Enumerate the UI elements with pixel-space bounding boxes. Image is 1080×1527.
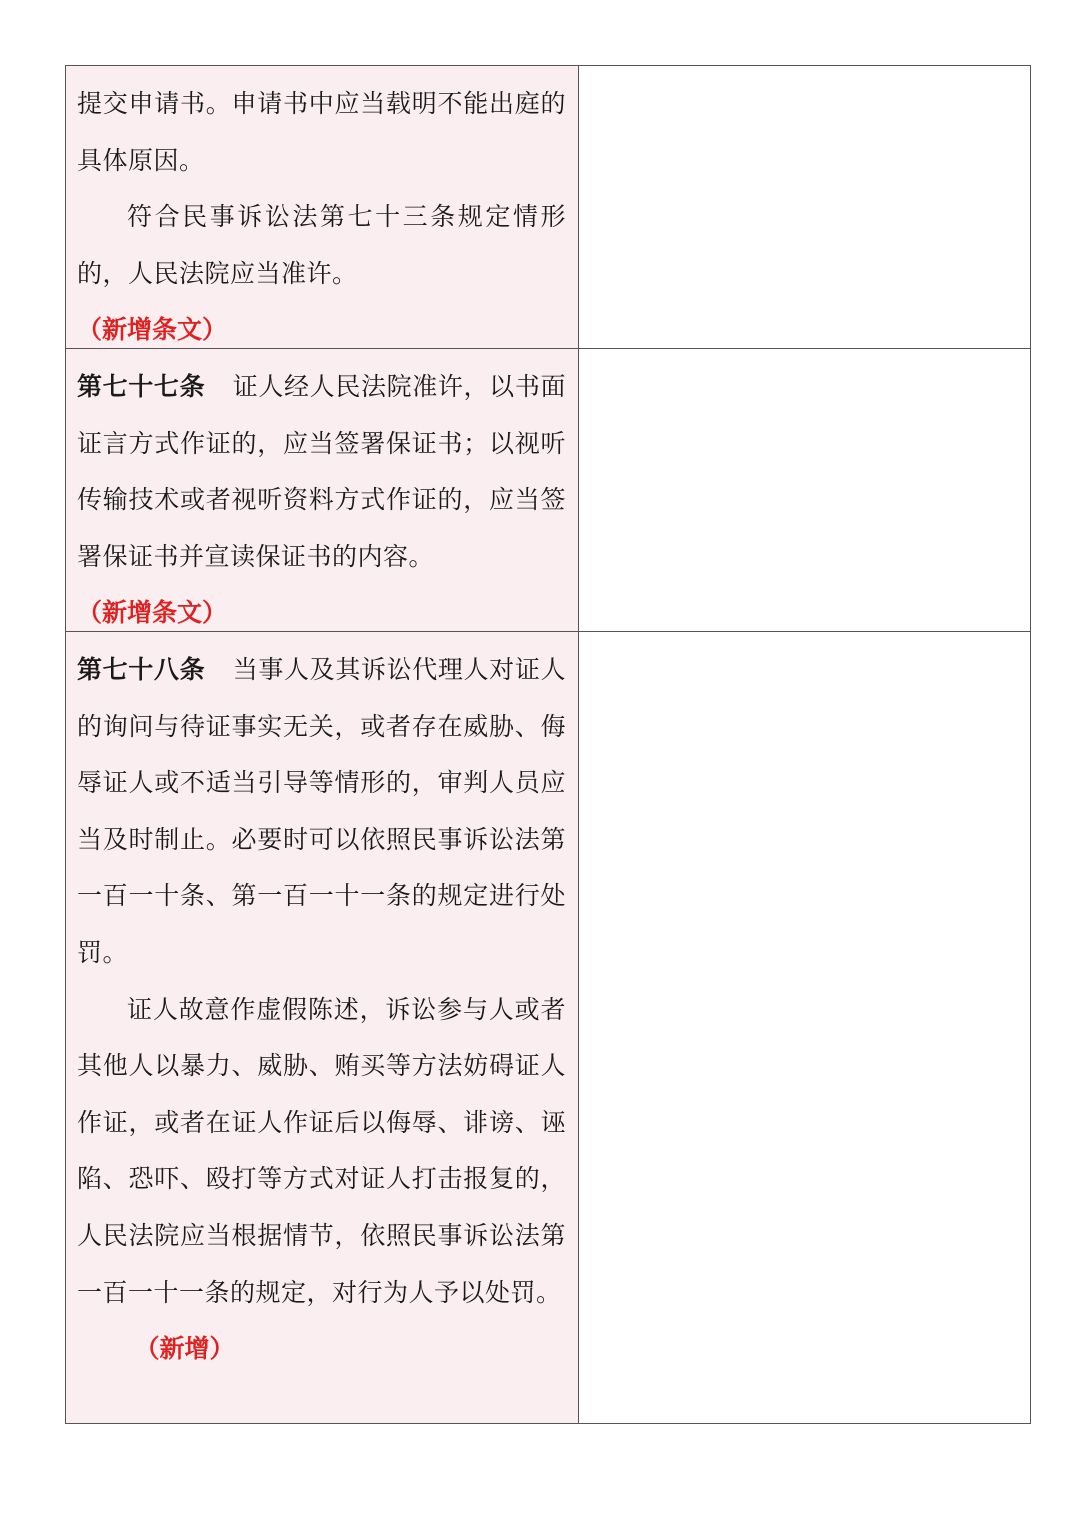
table-row: [66, 66, 1031, 349]
table-row: [66, 349, 1031, 632]
old-text-cell: [579, 349, 1031, 631]
article-text: 证人经人民法院准许，以书面证言方式作证的，应当签署保证书；以视听传输技术或者视听资料方式作证的，应当签署保证书并宣读保证书的内容。: [77, 372, 566, 571]
comparison-table: [65, 65, 1031, 1424]
table-row: [66, 632, 1031, 1424]
old-text-cell: [579, 66, 1031, 348]
new-text-cell: [66, 632, 579, 1423]
new-article-note: （新增条文）: [77, 598, 228, 628]
new-text-cell: [66, 349, 579, 631]
new-article-note: （新增）: [134, 1334, 235, 1364]
article-paragraph: 符合民事诉讼法第七十三条规定情形的，人民法院应当准许。: [77, 202, 566, 288]
article-paragraph: 证人故意作虚假陈述，诉讼参与人或者其他人以暴力、威胁、贿买等方法妨碍证人作证，或者在证人作证后以侮辱、诽谤、诬陷、恐吓、殴打等方式对证人打击报复的，人民法院应当根据情节，依照民事诉讼法第一百一十一条的规定，对行为人予以处罚。: [77, 994, 566, 1307]
old-text-cell: [579, 632, 1031, 1423]
article-text: 当事人及其诉讼代理人对证人的询问与待证事实无关，或者存在威胁、侮辱证人或不适当引导等情形的，审判人员应当及时制止。必要时可以依照民事诉讼法第一百一十条、第一百一十一条的规定进行处罚。: [77, 655, 566, 967]
article-paragraph: [77, 642, 566, 982]
article-paragraph: 提交申请书。申请书中应当载明不能出庭的具体原因。: [77, 89, 566, 175]
article-number: 第七十七条: [77, 372, 206, 401]
article-paragraph: [77, 359, 566, 585]
article-number: 第七十八条: [77, 655, 206, 684]
new-article-note: （新增条文）: [77, 315, 228, 345]
new-text-cell: [66, 66, 579, 348]
